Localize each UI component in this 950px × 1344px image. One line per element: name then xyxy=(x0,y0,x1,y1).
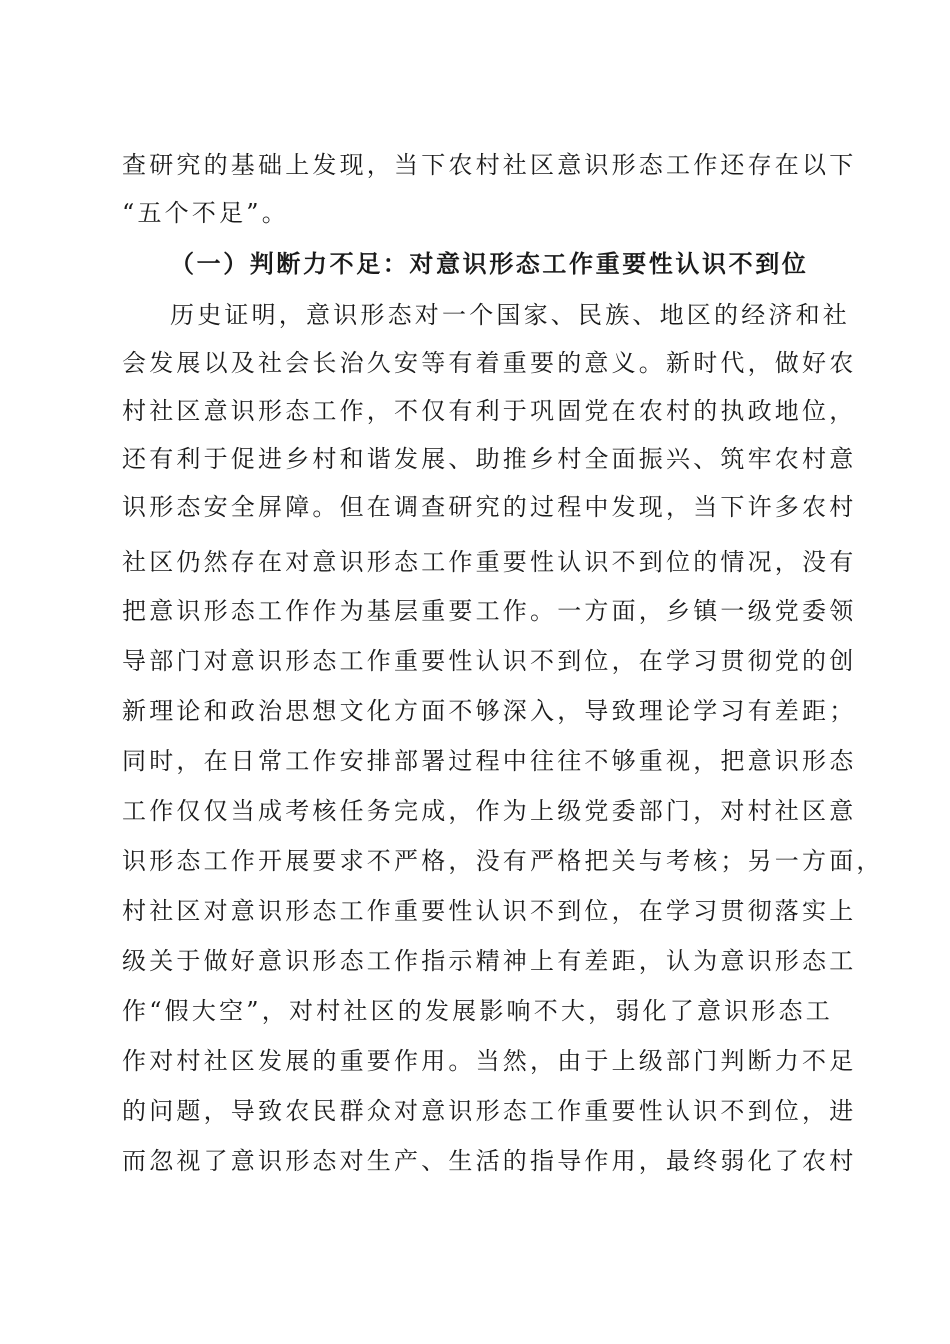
body-text-line: 工作仅仅当成考核任务完成，作为上级党委部门，对村社区意 xyxy=(122,797,857,825)
body-text-line: 识形态工作开展要求不严格，没有严格把关与考核；另一方面， xyxy=(122,847,884,875)
body-text-line: 村社区意识形态工作，不仅有利于巩固党在农村的执政地位， xyxy=(122,397,857,425)
body-text-line: 把意识形态工作作为基层重要工作。一方面，乡镇一级党委领 xyxy=(122,597,857,625)
body-text-line: 查研究的基础上发现，当下农村社区意识形态工作还存在以下 xyxy=(122,151,857,179)
section-heading: （一）判断力不足：对意识形态工作重要性认识不到位 xyxy=(170,250,809,278)
body-text-line: 而忽视了意识形态对生产、生活的指导作用，最终弱化了农村 xyxy=(122,1147,857,1175)
body-text-line: 村社区对意识形态工作重要性认识不到位，在学习贯彻落实上 xyxy=(122,897,857,925)
body-text-line: 还有利于促进乡村和谐发展、助推乡村全面振兴、筑牢农村意 xyxy=(122,445,857,473)
body-text-line: 识形态安全屏障。但在调查研究的过程中发现，当下许多农村 xyxy=(122,493,857,521)
body-text-line: 的问题，导致农民群众对意识形态工作重要性认识不到位，进 xyxy=(122,1097,857,1125)
body-text-line: 会发展以及社会长治久安等有着重要的意义。新时代，做好农 xyxy=(122,349,857,377)
body-text-line: 作对村社区发展的重要作用。当然，由于上级部门判断力不足 xyxy=(122,1047,857,1075)
body-text-line: “五个不足”。 xyxy=(122,199,289,227)
body-text-line: 作“假大空”，对村社区的发展影响不大，弱化了意识形态工 xyxy=(122,997,833,1025)
body-text-line: 导部门对意识形态工作重要性认识不到位，在学习贯彻党的创 xyxy=(122,647,857,675)
body-text-line: 同时，在日常工作安排部署过程中往往不够重视，把意识形态 xyxy=(122,747,857,775)
body-text-line: 新理论和政治思想文化方面不够深入，导致理论学习有差距； xyxy=(122,697,857,725)
body-text-line: 社区仍然存在对意识形态工作重要性认识不到位的情况，没有 xyxy=(122,548,857,576)
body-text-line: 级关于做好意识形态工作指示精神上有差距，认为意识形态工 xyxy=(122,947,857,975)
body-text-line: 历史证明，意识形态对一个国家、民族、地区的经济和社 xyxy=(170,301,850,329)
